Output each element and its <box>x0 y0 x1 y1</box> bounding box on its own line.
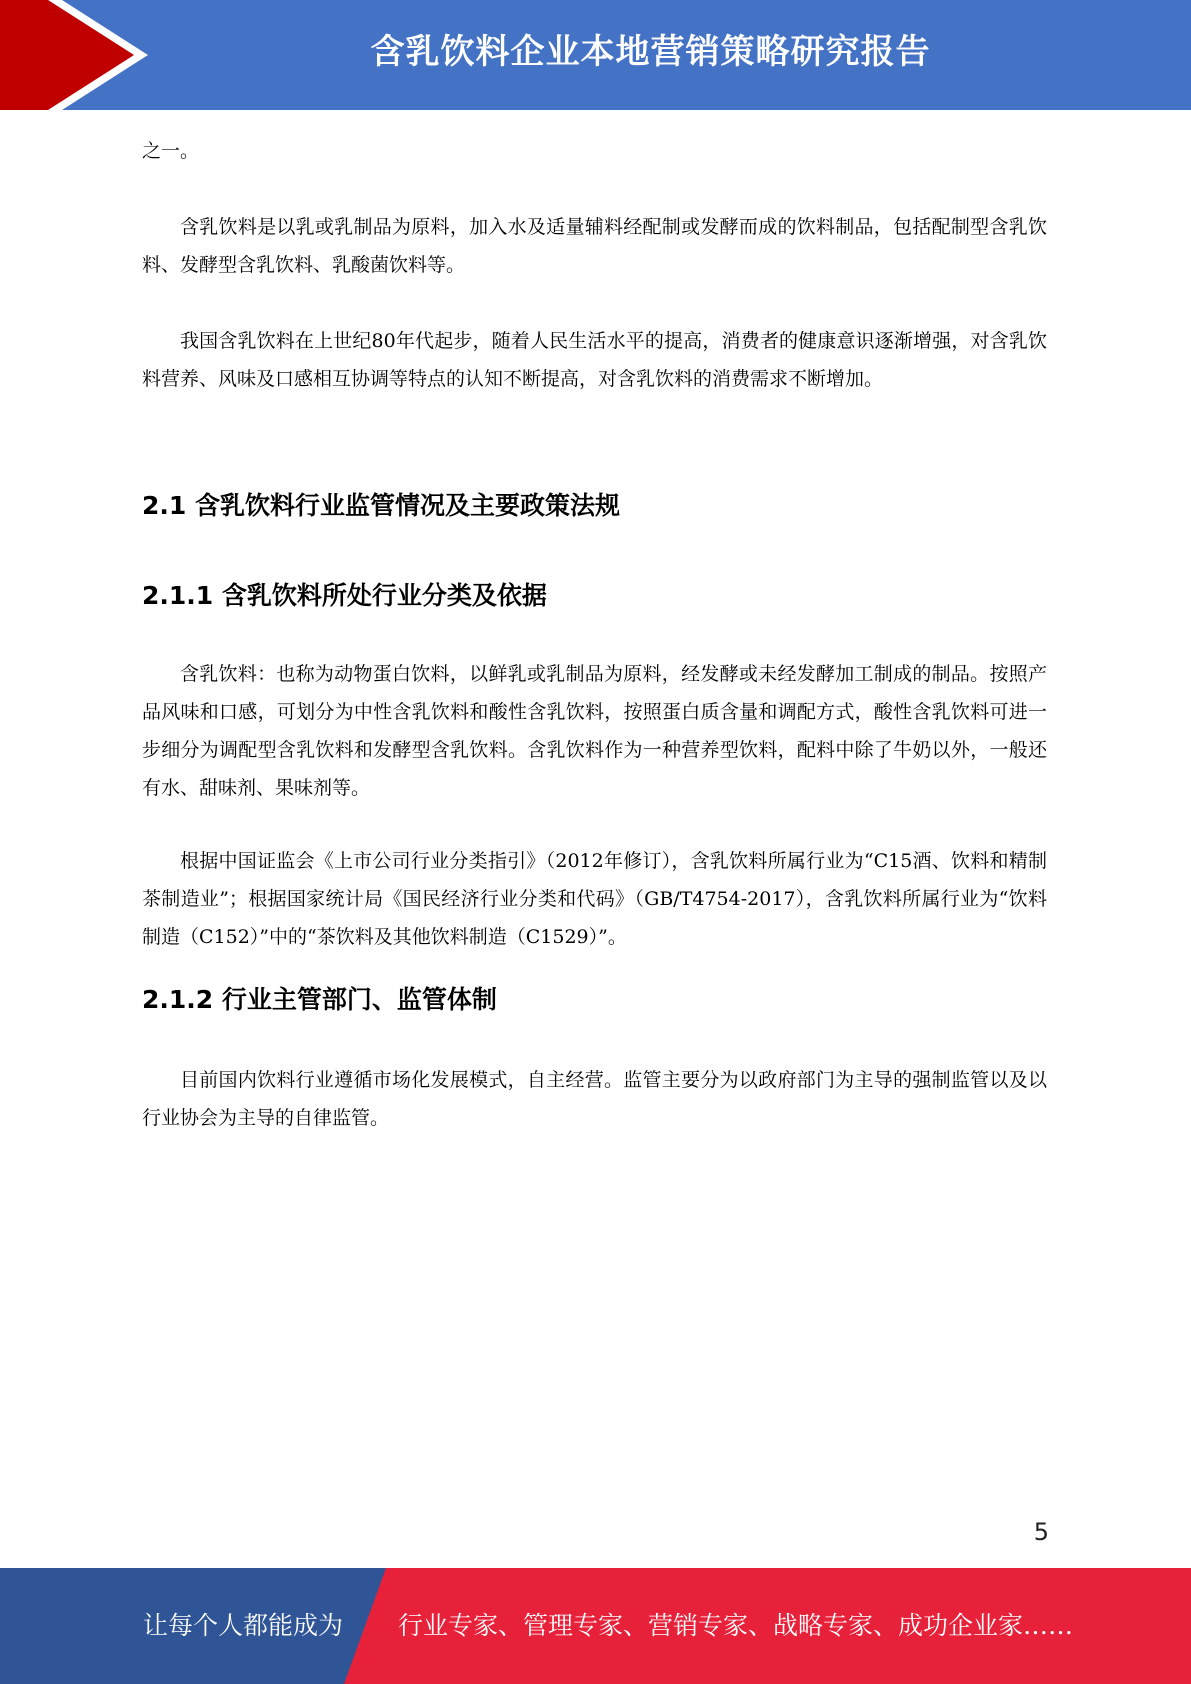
section-heading-2-1-2: 2.1.2 行业主管部门、监管体制 <box>142 985 497 1014</box>
document-title: 含乳饮料企业本地营销策略研究报告 <box>370 32 931 72</box>
paragraph-classification-basis: 根据中国证监会《上市公司行业分类指引》（2012年修订），含乳饮料所属行业为“C15酒、饮料和精制茶制造业”；根据国家统计局《国民经济行业分类和代码》（GB/T4754-2017），含乳饮料所属行业为“饮料制造（C152）”中的“茶饮料及其他饮料制造（C1529）”。 <box>142 850 1047 948</box>
section-heading-2-1: 2.1 含乳饮料行业监管情况及主要政策法规 <box>142 491 620 520</box>
footer-slogan-left: 让每个人都能成为 <box>143 1611 344 1640</box>
footer-banner <box>0 1568 1191 1684</box>
header-banner <box>0 0 1191 110</box>
paragraph-history: 我国含乳饮料在上世纪80年代起步，随着人民生活水平的提高，消费者的健康意识逐渐增强，对含乳饮料营养、风味及口感相互协调等特点的认知不断提高，对含乳饮料的消费需求不断增加。 <box>142 330 1047 390</box>
paragraph-definition: 含乳饮料是以乳或乳制品为原料，加入水及适量辅料经配制或发酵而成的饮料制品，包括配制型含乳饮料、发酵型含乳饮料、乳酸菌饮料等。 <box>142 216 1047 276</box>
paragraph-regulation: 目前国内饮料行业遵循市场化发展模式，自主经营。监管主要分为以政府部门为主导的强制监管以及以行业协会为主导的自律监管。 <box>142 1069 1047 1129</box>
section-heading-2-1-1: 2.1.1 含乳饮料所处行业分类及依据 <box>142 581 547 610</box>
paragraph-continuation: 之一。 <box>142 140 200 162</box>
page-number: 5 <box>1033 1518 1049 1546</box>
paragraph-classification: 含乳饮料：也称为动物蛋白饮料，以鲜乳或乳制品为原料，经发酵或未经发酵加工制成的制品。按照产品风味和口感，可划分为中性含乳饮料和酸性含乳饮料，按照蛋白质含量和调配方式，酸性含乳饮料可进一步细分为调配型含乳饮料和发酵型含乳饮料。含乳饮料作为一种营养型饮料，配料中除了牛奶以外，一般还有水、甜味剂、果味剂等。 <box>142 663 1047 799</box>
header-red-chevron <box>0 0 160 110</box>
footer-slogan-right: 行业专家、管理专家、营销专家、战略专家、成功企业家…… <box>398 1611 1074 1640</box>
